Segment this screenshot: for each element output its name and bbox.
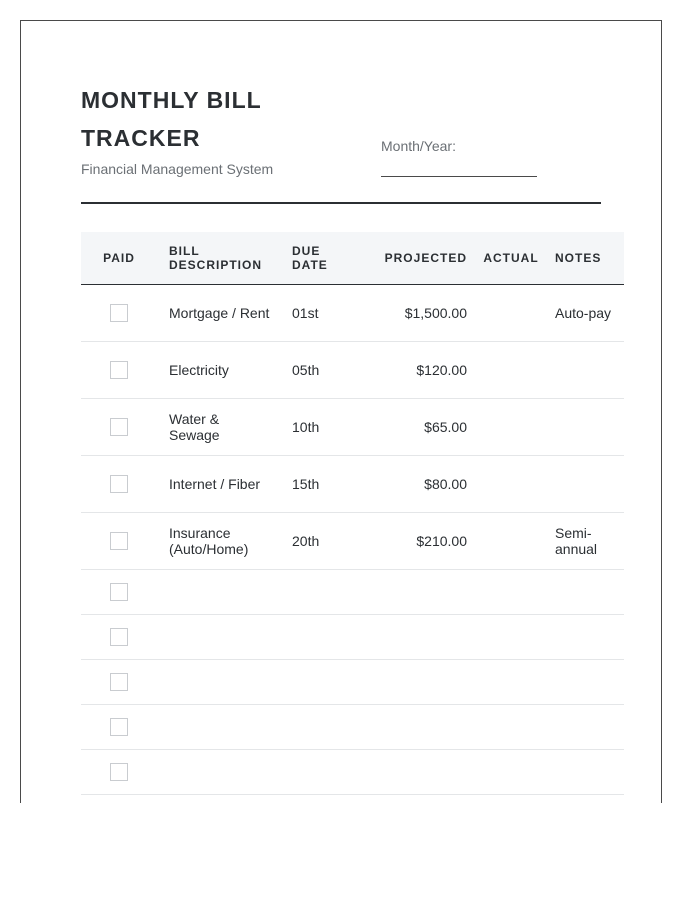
paid-cell [81,795,157,804]
header [81,81,601,204]
month-year-field[interactable] [381,176,537,177]
table-row [81,342,624,399]
notes[interactable] [555,399,624,456]
notes[interactable] [555,456,624,513]
actual-amount[interactable] [467,615,555,660]
actual-amount[interactable] [467,705,555,750]
actual-amount[interactable] [467,660,555,705]
projected-amount[interactable] [352,795,467,804]
projected-amount[interactable] [352,705,467,750]
actual-amount[interactable] [467,456,555,513]
notes[interactable] [555,615,624,660]
bill-description[interactable]: Mortgage / Rent [157,285,281,342]
table-row [81,399,624,456]
due-date[interactable] [281,570,352,615]
notes[interactable] [555,660,624,705]
bill-tracker-sheet [20,20,662,803]
paid-cell [81,342,157,399]
bill-table [81,232,624,803]
due-date[interactable] [281,660,352,705]
table-row [81,750,624,795]
paid-cell [81,705,157,750]
bill-description[interactable]: Water & Sewage [157,399,281,456]
bill-description[interactable] [157,750,281,795]
page-title: MONTHLY BILL TRACKER [81,87,262,151]
bill-description[interactable] [157,795,281,804]
column-header-notes: NOTES [555,232,624,285]
paid-checkbox[interactable] [110,718,128,736]
bill-description[interactable] [157,705,281,750]
paid-cell [81,750,157,795]
paid-cell [81,513,157,570]
projected-amount[interactable] [352,750,467,795]
column-header-projected: PROJECTED [352,232,467,285]
actual-amount[interactable] [467,342,555,399]
bill-description[interactable]: Electricity [157,342,281,399]
paid-cell [81,615,157,660]
actual-amount[interactable] [467,285,555,342]
due-date[interactable]: 01st [281,285,352,342]
due-date[interactable] [281,705,352,750]
projected-amount[interactable]: $65.00 [352,399,467,456]
paid-cell [81,570,157,615]
actual-amount[interactable] [467,750,555,795]
paid-checkbox[interactable] [110,628,128,646]
table-header-row [81,232,624,285]
bill-description[interactable] [157,660,281,705]
projected-amount[interactable]: $120.00 [352,342,467,399]
notes[interactable] [555,750,624,795]
table-row [81,285,624,342]
bill-description[interactable]: Insurance (Auto/Home) [157,513,281,570]
paid-checkbox[interactable] [110,763,128,781]
due-date[interactable]: 05th [281,342,352,399]
projected-amount[interactable] [352,660,467,705]
table-row [81,513,624,570]
bill-description[interactable] [157,615,281,660]
table-row [81,570,624,615]
paid-checkbox[interactable] [110,532,128,550]
notes[interactable] [555,705,624,750]
column-header-paid: PAID [81,232,157,285]
notes[interactable]: Semi-annual [555,513,624,570]
paid-checkbox[interactable] [110,673,128,691]
table-row [81,456,624,513]
notes[interactable] [555,570,624,615]
projected-amount[interactable] [352,570,467,615]
column-header-actual: ACTUAL [467,232,555,285]
paid-checkbox[interactable] [110,361,128,379]
actual-amount[interactable] [467,570,555,615]
notes[interactable] [555,342,624,399]
projected-amount[interactable]: $80.00 [352,456,467,513]
table-row [81,615,624,660]
column-header-due-date: DUE DATE [281,232,352,285]
projected-amount[interactable] [352,615,467,660]
paid-cell [81,399,157,456]
page-subtitle: Financial Management System [81,161,274,177]
actual-amount[interactable] [467,399,555,456]
due-date[interactable]: 10th [281,399,352,456]
paid-cell [81,285,157,342]
due-date[interactable]: 20th [281,513,352,570]
paid-checkbox[interactable] [110,475,128,493]
projected-amount[interactable]: $210.00 [352,513,467,570]
due-date[interactable]: 15th [281,456,352,513]
bill-description[interactable] [157,570,281,615]
paid-checkbox[interactable] [110,304,128,322]
paid-cell [81,660,157,705]
column-header-description: BILL DESCRIPTION [157,232,281,285]
due-date[interactable] [281,750,352,795]
paid-checkbox[interactable] [110,418,128,436]
paid-checkbox[interactable] [110,583,128,601]
table-row [81,795,624,804]
bill-rows [81,285,624,804]
projected-amount[interactable]: $1,500.00 [352,285,467,342]
notes[interactable] [555,795,624,804]
notes[interactable]: Auto-pay [555,285,624,342]
bill-description[interactable]: Internet / Fiber [157,456,281,513]
due-date[interactable] [281,795,352,804]
actual-amount[interactable] [467,513,555,570]
table-row [81,705,624,750]
actual-amount[interactable] [467,795,555,804]
paid-cell [81,456,157,513]
table-row [81,660,624,705]
due-date[interactable] [281,615,352,660]
month-year-label: Month/Year: [381,138,456,154]
